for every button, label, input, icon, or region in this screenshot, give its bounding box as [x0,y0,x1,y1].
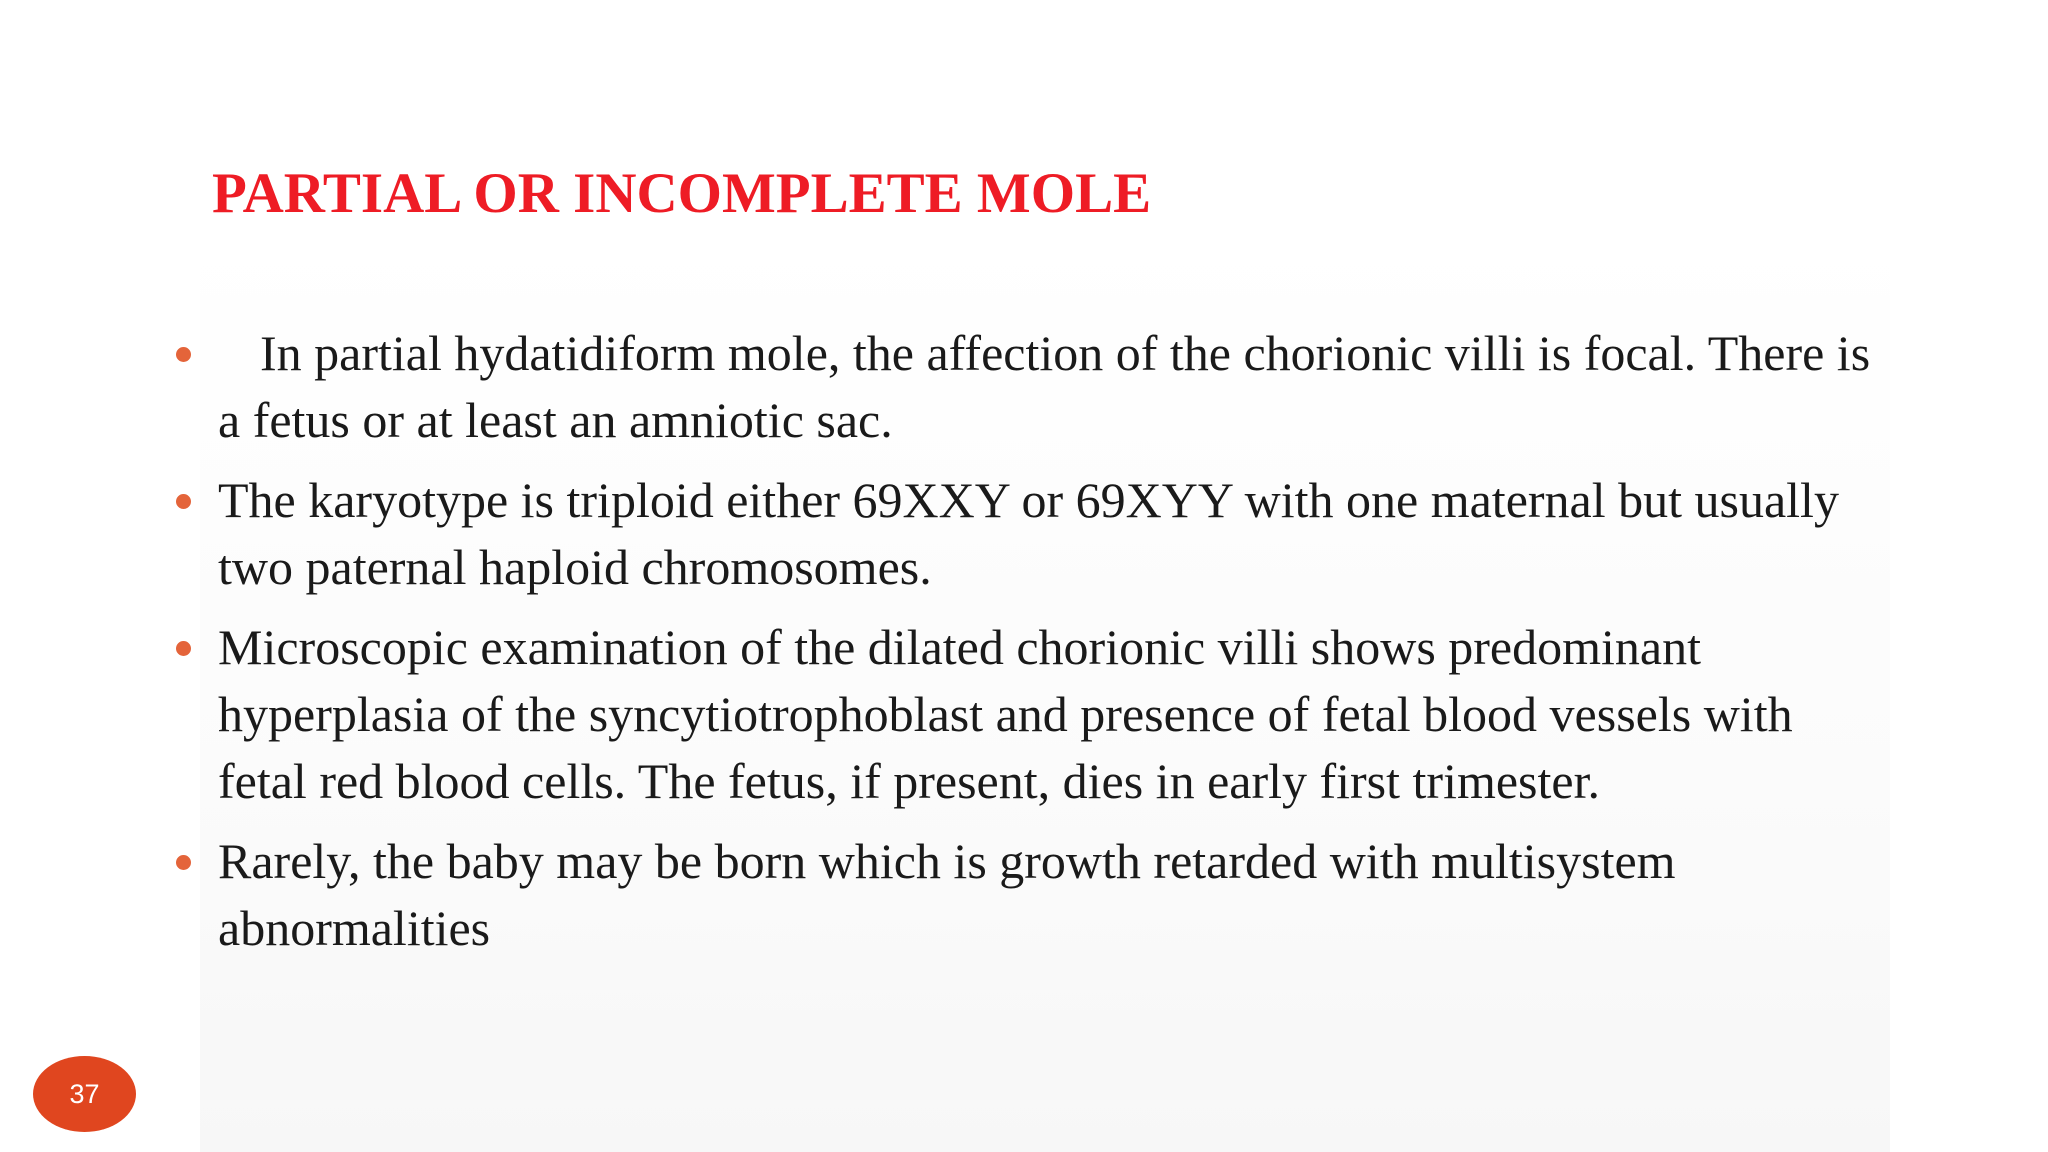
bullet-text: Rarely, the baby may be born which is growth retarded with multisystem abnormalities [218,833,1676,956]
list-item [172,828,1892,962]
bullet-list [172,320,1892,975]
bullet-dot-icon [176,855,191,870]
page-number-badge [33,1056,136,1132]
list-item [172,320,1892,454]
bullet-dot-icon [176,494,191,509]
bullet-dot-icon [176,641,191,656]
page-number: 37 [69,1078,100,1109]
bullet-dot-icon [176,347,191,362]
bullet-text: Microscopic examination of the dilated chorionic villi shows predominant hyperplasia of the syncytiotrophoblast and presence of fetal blood vessels with fetal red blood cells. The fetus, if present, dies in early first trimester. [218,619,1793,809]
list-item [172,467,1892,601]
bullet-text: In partial hydatidiform mole, the affection of the chorionic villi is focal. There is a fetus or at least an amniotic sac. [218,325,1871,448]
slide-title: PARTIAL OR INCOMPLETE MOLE [212,162,1152,225]
bullet-text: The karyotype is triploid either 69XXY or 69XYY with one maternal but usually two paternal haploid chromosomes. [218,472,1839,595]
list-item [172,614,1892,815]
